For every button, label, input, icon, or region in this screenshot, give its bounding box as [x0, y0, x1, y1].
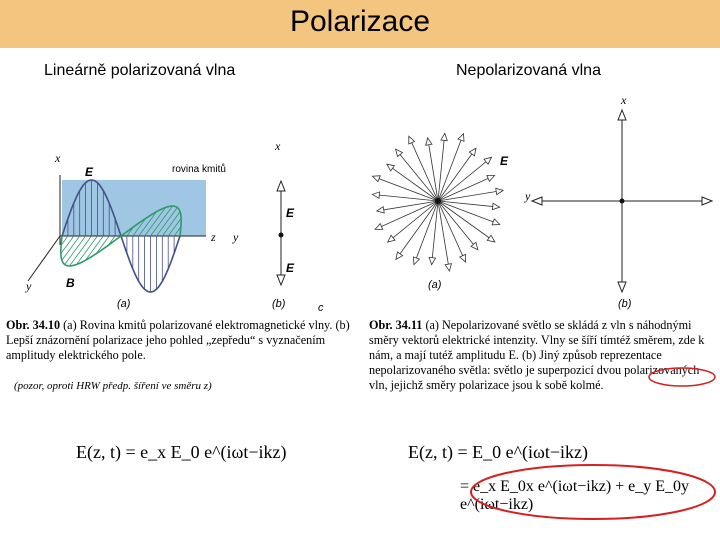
arrowhead [487, 175, 495, 181]
highlight-ellipse [468, 462, 718, 522]
arrowhead [373, 176, 381, 182]
y-label-right: y [525, 189, 531, 203]
e-vector-random [372, 194, 438, 201]
arrowhead [396, 149, 403, 156]
e-vector-random [377, 201, 438, 211]
e-vector-random [428, 138, 438, 201]
arrowhead [492, 219, 500, 225]
e-label-right: E [500, 154, 509, 168]
arrowhead [441, 133, 447, 140]
arrow-right-right [702, 197, 712, 205]
arrowhead [372, 192, 379, 198]
arrowhead [375, 224, 383, 230]
arrow-up-right [618, 110, 626, 120]
caption-left-text: (a) Rovina kmitů polarizované elektromagnetické vlny. (b) Lepší znázornění polarizace jeho pohled „zepředu“ s vyznačením amplitudy elektrického pole. [6, 318, 350, 362]
panel-a-right: (a) [428, 279, 442, 291]
e-upper-label: E [286, 206, 295, 220]
panel-c-left: c [318, 302, 324, 314]
e-lower-label: E [286, 261, 295, 275]
arrowhead [377, 207, 384, 213]
e-vector-random [438, 133, 445, 201]
caption-left-prefix: Obr. 34.10 [6, 318, 61, 332]
origin-dot [279, 233, 284, 238]
center-dot-right [620, 199, 625, 204]
arrow-left-right [532, 197, 542, 205]
arrowhead [484, 157, 491, 164]
subtitle-linear: Lineárně polarizovaná vlna [44, 62, 236, 79]
x-label-right: x [621, 93, 627, 107]
plane-label: rovina kmitů [172, 164, 226, 175]
arrowhead [429, 257, 435, 264]
y2-label: y [233, 230, 239, 244]
arrowhead [396, 252, 403, 260]
arrowhead [413, 257, 419, 265]
panel-a-left: (a) [117, 298, 131, 310]
arrowhead [496, 188, 503, 194]
subtitle-unpolarized: Nepolarizovaná vlna [456, 62, 601, 79]
b-vector [96, 236, 109, 254]
b-label: B [66, 276, 75, 290]
arrowhead [471, 242, 478, 249]
z-label: z [211, 230, 216, 244]
y-axis [28, 236, 60, 281]
arrow-down-right [618, 282, 626, 292]
e-vector-random [438, 190, 503, 201]
panel-b-right: (b) [618, 298, 632, 310]
star-center [435, 198, 441, 204]
arrow-up [277, 181, 285, 191]
caption-right-prefix: Obr. 34.11 [369, 318, 423, 332]
y-label: y [26, 279, 32, 293]
x2-label: x [275, 139, 281, 153]
equation-right-1: E(z, t) = E_0 e^(iωt−ikz) [408, 442, 589, 462]
arrowhead [409, 136, 415, 144]
arrow-down [277, 275, 285, 285]
e-vector-random [438, 201, 449, 271]
page-title: Polarizace [289, 5, 431, 38]
plane-of-oscillation [62, 180, 206, 236]
caption-right-text: (a) Nepolarizované světlo se skládá z vln s náhodnými směry vektorů elektrické intenzity. Vlny se šíří tímtéž směrem, zde k nám, a mají tutéž amplitudu E. (b) Jiný způsob reprezentace nepolarizovaného světla: světlo je superpozicí dvou polarizovaných vln, jejichž směry polarizace jsou k sobě kolmé. [369, 318, 705, 392]
arrowhead [458, 134, 464, 142]
equation-left: E(z, t) = e_x E_0 e^(iωt−ikz) [76, 442, 287, 462]
unpolarized-figure [368, 92, 718, 310]
caption-left [6, 318, 352, 363]
arrowhead [487, 235, 495, 242]
b-vector [70, 236, 92, 266]
panel-b-left: (b) [272, 298, 286, 310]
arrowhead [469, 148, 476, 156]
b-vector [61, 236, 74, 254]
equation-right-2: = e_x E_0x e^(iωt−ikz) + e_y E_0y e^(iωt−ikz) [460, 478, 690, 513]
arrowhead [388, 235, 395, 242]
arrowhead [460, 254, 466, 262]
arrowhead [492, 203, 499, 209]
e-label: E [85, 165, 94, 179]
note-left: (pozor, oproti HRW předp. šíření ve směru z) [14, 380, 212, 392]
arrowhead [387, 164, 395, 171]
arrowhead [445, 264, 451, 271]
x-label: x [55, 151, 61, 165]
linear-wave-figure [0, 135, 360, 315]
superposition-highlight [647, 366, 717, 388]
arrowhead [426, 138, 432, 145]
b-vector [65, 236, 86, 265]
